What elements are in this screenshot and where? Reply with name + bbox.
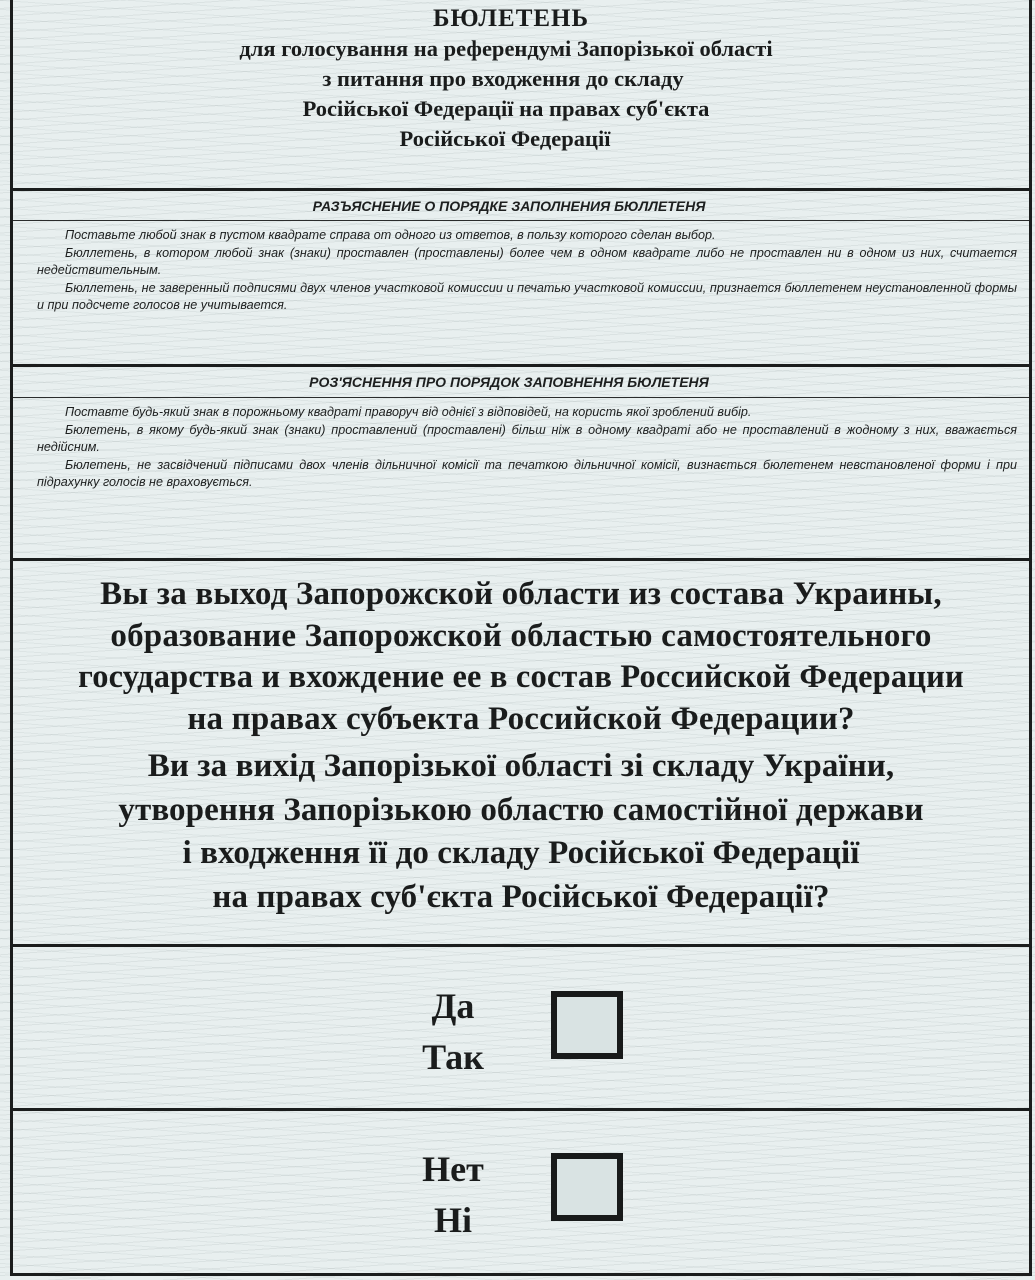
- question-ru-line-3: государства и вхождение ее в состав Российской Федерации: [78, 659, 964, 695]
- header-line-3: Російської Федерації на правах суб'єкта: [302, 96, 710, 121]
- option-no-label-ua: Ні: [433, 1200, 472, 1240]
- option-no-label-ru: Нет: [422, 1149, 484, 1189]
- option-no-checkbox[interactable]: [551, 1153, 623, 1221]
- divider-ua-instructions: [10, 558, 1032, 561]
- instructions-ru-paragraph-2: Бюллетень, в котором любой знак (знаки) проставлен (проставлены) более чем в одном квадрате либо не проставлен ни в одном из них, считается недействительным.: [37, 245, 1017, 277]
- question-ua-line-2: утворення Запорізькою областю самостійної держави: [118, 791, 924, 828]
- option-yes-label-ru: Да: [431, 986, 475, 1026]
- question-ua-line-1: Ви за вихід Запорізької області зі складу України,: [147, 748, 895, 784]
- instructions-ru-title: РАЗЪЯСНЕНИЕ О ПОРЯДКЕ ЗАПОЛНЕНИЯ БЮЛЛЕТЕНЯ: [312, 198, 706, 214]
- question-ru-line-1: Вы за выход Запорожской области из состава Украины,: [100, 576, 942, 612]
- header-line-1: для голосування на референдумі Запорізької області: [239, 36, 773, 61]
- instructions-ru: [13, 197, 1029, 315]
- option-yes-checkbox[interactable]: [551, 991, 623, 1059]
- divider-options: [10, 1108, 1032, 1111]
- question-ru-line-4: на правах субъекта Российской Федерации?: [187, 700, 855, 737]
- ballot-header: [13, 4, 1029, 154]
- instructions-ua-paragraph-3: Бюлетень, не засвідчений підписами двох членів дільничної комісії та печаткою дільничної комісії, визнається бюлетенем невстановленої форми і при підрахунку голосів не враховується.: [37, 457, 1017, 489]
- divider-header: [10, 188, 1032, 191]
- header-line-4: Російської Федерації: [399, 126, 611, 151]
- instructions-ua-title: РОЗ'ЯСНЕННЯ ПРО ПОРЯДОК ЗАПОВНЕННЯ БЮЛЕТЕНЯ: [309, 374, 709, 390]
- instructions-ua-paragraph-2: Бюлетень, в якому будь-який знак (знаки) проставлений (проставлені) більш ніж в одному квадраті або не проставлений в жодному з них, вважається недійсним.: [37, 422, 1017, 454]
- instructions-ua-paragraph-1: Поставте будь-який знак в порожньому квадраті праворуч від однієї з відповідей, на користь якої зроблений вибір.: [65, 405, 752, 419]
- instructions-ru-paragraph-3: Бюллетень, не заверенный подписями двух членов участковой комиссии и печатью участковой комиссии, признается бюллетенем неустановленной формы и при подсчете голосов не учитывается.: [37, 280, 1017, 312]
- question-ru-line-2: образование Запорожской областью самостоятельного: [110, 617, 932, 654]
- question-ua-line-4: на правах суб'єкта Російської Федерації?: [212, 878, 830, 915]
- instructions-ru-paragraph-1: Поставьте любой знак в пустом квадрате справа от одного из ответов, в пользу которого сделан выбор.: [65, 228, 716, 242]
- divider-question: [10, 944, 1032, 947]
- instructions-ru-title-rule: [13, 220, 1029, 221]
- option-yes-label-ua: Так: [422, 1037, 484, 1077]
- header-line-2: з питання про входження до складу: [322, 66, 684, 91]
- instructions-ua: [13, 373, 1029, 492]
- divider-ru-instructions: [10, 364, 1032, 367]
- question-ua-line-3: і входження її до складу Російської Федерації: [182, 835, 860, 871]
- ballot-title: БЮЛЕТЕНЬ: [432, 5, 590, 32]
- option-no: [13, 1113, 1029, 1273]
- option-yes: [13, 948, 1029, 1108]
- referendum-question: [13, 574, 1029, 918]
- instructions-ua-title-rule: [13, 397, 1029, 398]
